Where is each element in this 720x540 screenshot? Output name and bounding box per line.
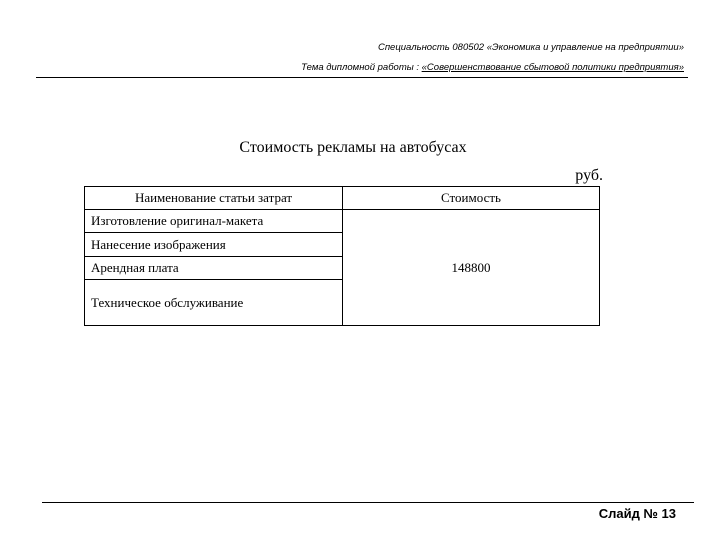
slide-number: Слайд № 13: [598, 506, 676, 521]
cost-item: Арендная плата: [85, 257, 343, 280]
column-header-cost: Стоимость: [343, 187, 600, 210]
table-row: [85, 210, 600, 233]
cost-item: Техническое обслуживание: [85, 280, 343, 326]
cost-item: Нанесение изображения: [85, 233, 343, 257]
header-topic: [0, 62, 684, 73]
header-topic-label: Тема дипломной работы :: [301, 62, 419, 73]
header-divider: [36, 77, 688, 78]
column-header-item: Наименование статьи затрат: [85, 187, 343, 210]
currency-unit: руб.: [575, 167, 603, 184]
header-specialty: Специальность 080502 «Экономика и управление на предприятии»: [377, 42, 684, 53]
cost-item: Изготовление оригинал-макета: [85, 210, 343, 233]
total-cost-cell: 148800: [343, 210, 600, 326]
table-header-row: [85, 187, 600, 210]
page-title: Стоимость рекламы на автобусах: [239, 139, 467, 156]
header-topic-title: «Совершенствование сбытовой политики предприятия»: [421, 62, 684, 73]
cost-table: [84, 186, 600, 326]
footer-divider: [42, 502, 694, 503]
